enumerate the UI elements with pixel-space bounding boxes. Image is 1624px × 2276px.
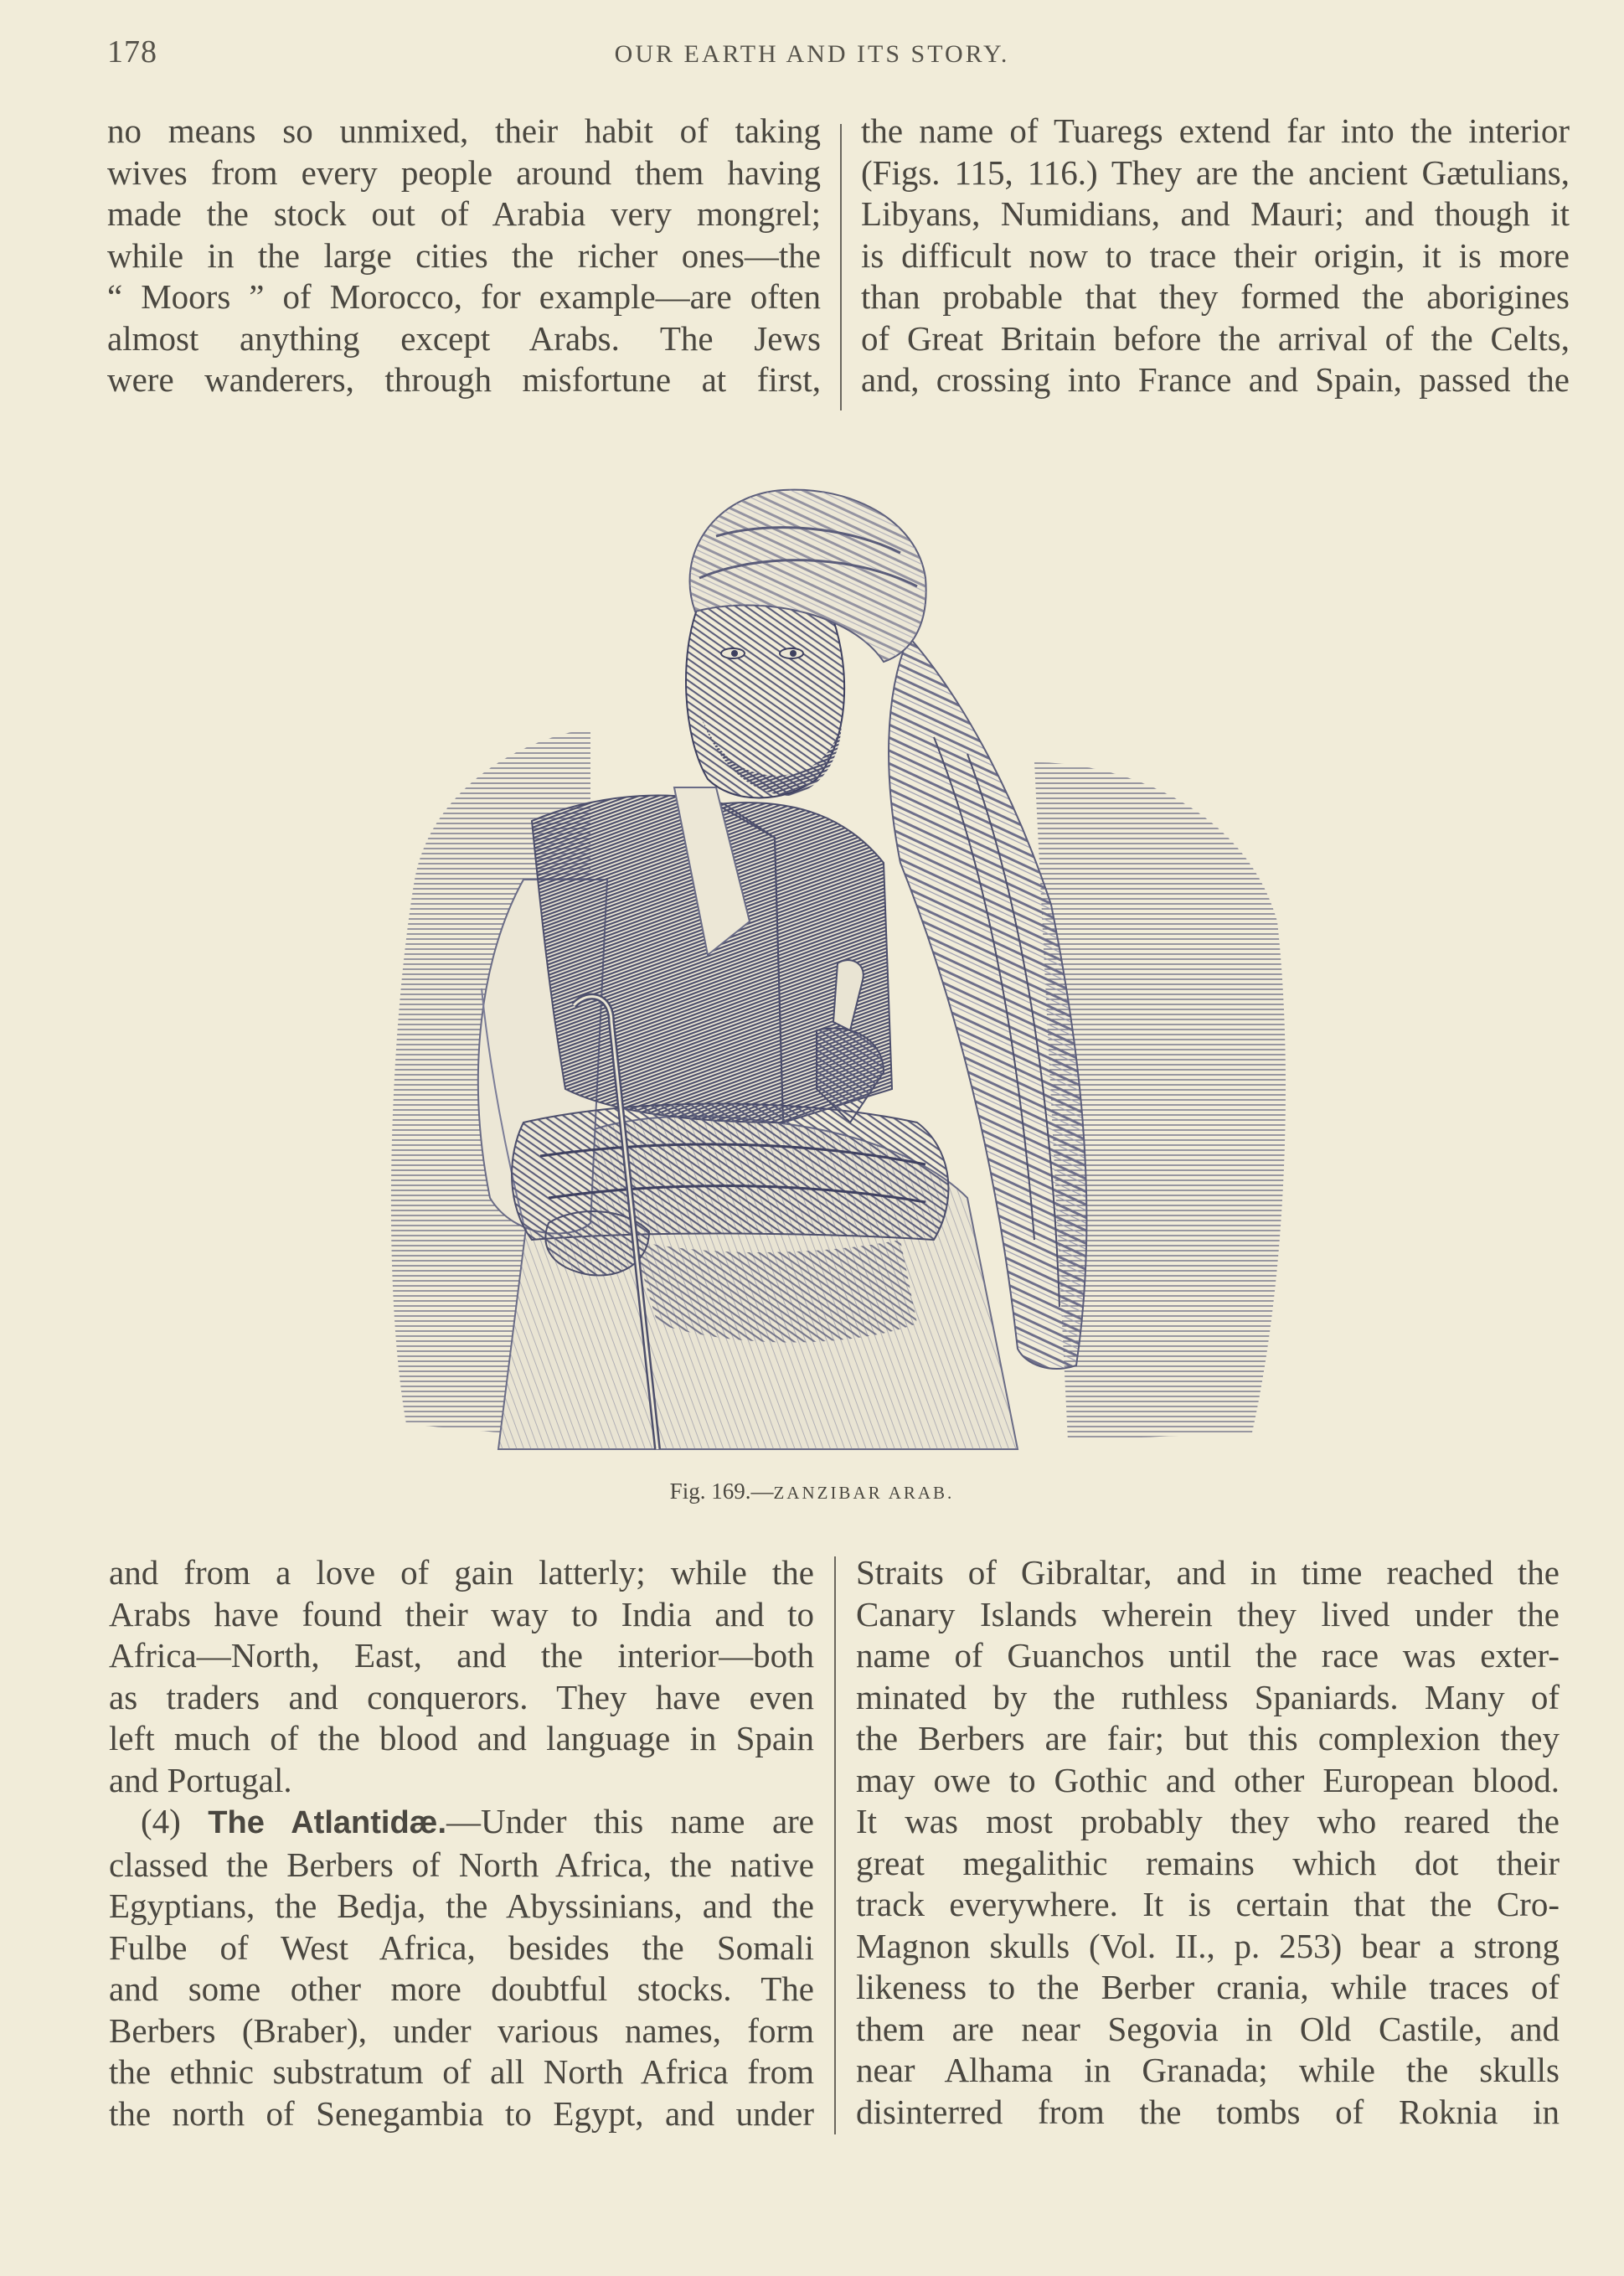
text-line: near Alhama in Granada; while the skulls bbox=[856, 2051, 1560, 2089]
page-number: 178 bbox=[107, 34, 157, 70]
column-rule bbox=[840, 124, 842, 410]
text-line: left much of the blood and language in Spain bbox=[109, 1719, 814, 1757]
caption-prefix: Fig. 169.— bbox=[669, 1479, 774, 1504]
text-line: than probable that they formed the aborigines bbox=[861, 277, 1570, 316]
text-line: Canary Islands wherein they lived under the bbox=[856, 1594, 1560, 1633]
text-line: Africa—North, East, and the interior—both bbox=[109, 1636, 814, 1675]
text-line: “ Moors ” of Morocco, for example—are often bbox=[107, 277, 821, 316]
figure-caption bbox=[0, 1479, 1624, 1504]
text-line: while in the large cities the richer ones—the bbox=[107, 235, 821, 275]
text-line: name of Guanchos until the race was exter- bbox=[856, 1636, 1560, 1675]
text-line: minated by the ruthless Spaniards. Many of bbox=[856, 1677, 1560, 1716]
text-line: (Figs. 115, 116.) They are the ancient Gætulians, bbox=[861, 152, 1570, 192]
text-line: the north of Senegambia to Egypt, and under bbox=[109, 2093, 814, 2133]
text-line: Berbers (Braber), under various names, form bbox=[109, 2010, 814, 2050]
text-line: Straits of Gibraltar, and in time reached the bbox=[856, 1553, 1560, 1592]
text-line: as traders and conquerors. They have even bbox=[109, 1677, 814, 1716]
text-line: almost anything except Arabs. The Jews bbox=[107, 318, 821, 358]
paragraph bbox=[109, 1801, 814, 2134]
text-line: and from a love of gain latterly; while the bbox=[109, 1553, 814, 1592]
text-run: —Under this name are bbox=[446, 1802, 814, 1840]
text-line: the Berbers are fair; but this complexion they bbox=[856, 1719, 1560, 1757]
text-line: the ethnic substratum of all North Africa from bbox=[109, 2052, 814, 2091]
top-left-column bbox=[107, 111, 821, 401]
text-line: Arabs have found their way to India and to bbox=[109, 1594, 814, 1633]
section-number: (4) bbox=[141, 1802, 181, 1840]
paragraph bbox=[861, 111, 1570, 401]
running-title: OUR EARTH AND ITS STORY. bbox=[614, 40, 1010, 68]
text-line: and some other more doubtful stocks. The bbox=[109, 1969, 814, 2008]
text-line: the name of Tuaregs extend far into the interior bbox=[861, 111, 1570, 150]
text-line: track everywhere. It is certain that the Cro- bbox=[856, 1885, 1560, 1923]
bottom-right-column bbox=[856, 1552, 1560, 2133]
text-line: It was most probably they who reared the bbox=[856, 1802, 1560, 1840]
text-line: no means so unmixed, their habit of taking bbox=[107, 111, 821, 150]
text-line: Fulbe of West Africa, besides the Somali bbox=[109, 1928, 814, 1967]
top-right-column bbox=[861, 111, 1570, 401]
bottom-left-column bbox=[109, 1552, 814, 2134]
text-line: made the stock out of Arabia very mongrel; bbox=[107, 194, 821, 233]
text-line: great megalithic remains which dot their bbox=[856, 1843, 1560, 1882]
text-line: were wanderers, through misfortune at first, bbox=[107, 360, 821, 399]
paragraph bbox=[109, 1552, 814, 1801]
section-heading-line bbox=[109, 1801, 814, 1845]
text-line: likeness to the Berber crania, while traces of bbox=[856, 1968, 1560, 2006]
zanzibar-arab-engraving bbox=[381, 486, 1294, 1462]
text-line: of Great Britain before the arrival of the Celts, bbox=[861, 318, 1570, 358]
text-line: wives from every people around them having bbox=[107, 152, 821, 192]
text-line: Egyptians, the Bedja, the Abyssinians, and the bbox=[109, 1886, 814, 1925]
text-line: them are near Segovia in Old Castile, and bbox=[856, 2009, 1560, 2048]
text-line: disinterred from the tombs of Roknia in bbox=[856, 2092, 1560, 2131]
text-line: Libyans, Numidians, and Mauri; and though it bbox=[861, 194, 1570, 233]
paragraph bbox=[107, 111, 821, 401]
text-line: is difficult now to trace their origin, it is more bbox=[861, 235, 1570, 275]
text-line: and, crossing into France and Spain, passed the bbox=[861, 360, 1570, 399]
column-rule bbox=[834, 1556, 836, 2134]
text-line: Magnon skulls (Vol. II., p. 253) bear a strong bbox=[856, 1926, 1560, 1965]
engraving-illustration bbox=[381, 486, 1294, 1462]
paragraph bbox=[856, 1552, 1560, 2133]
text-line: may owe to Gothic and other European blood. bbox=[856, 1760, 1560, 1799]
text-line: classed the Berbers of North Africa, the native bbox=[109, 1845, 814, 1884]
text-line: and Portugal. bbox=[109, 1760, 292, 1799]
caption-title: ZANZIBAR ARAB. bbox=[773, 1483, 955, 1503]
section-title: The Atlantidæ. bbox=[208, 1805, 447, 1840]
